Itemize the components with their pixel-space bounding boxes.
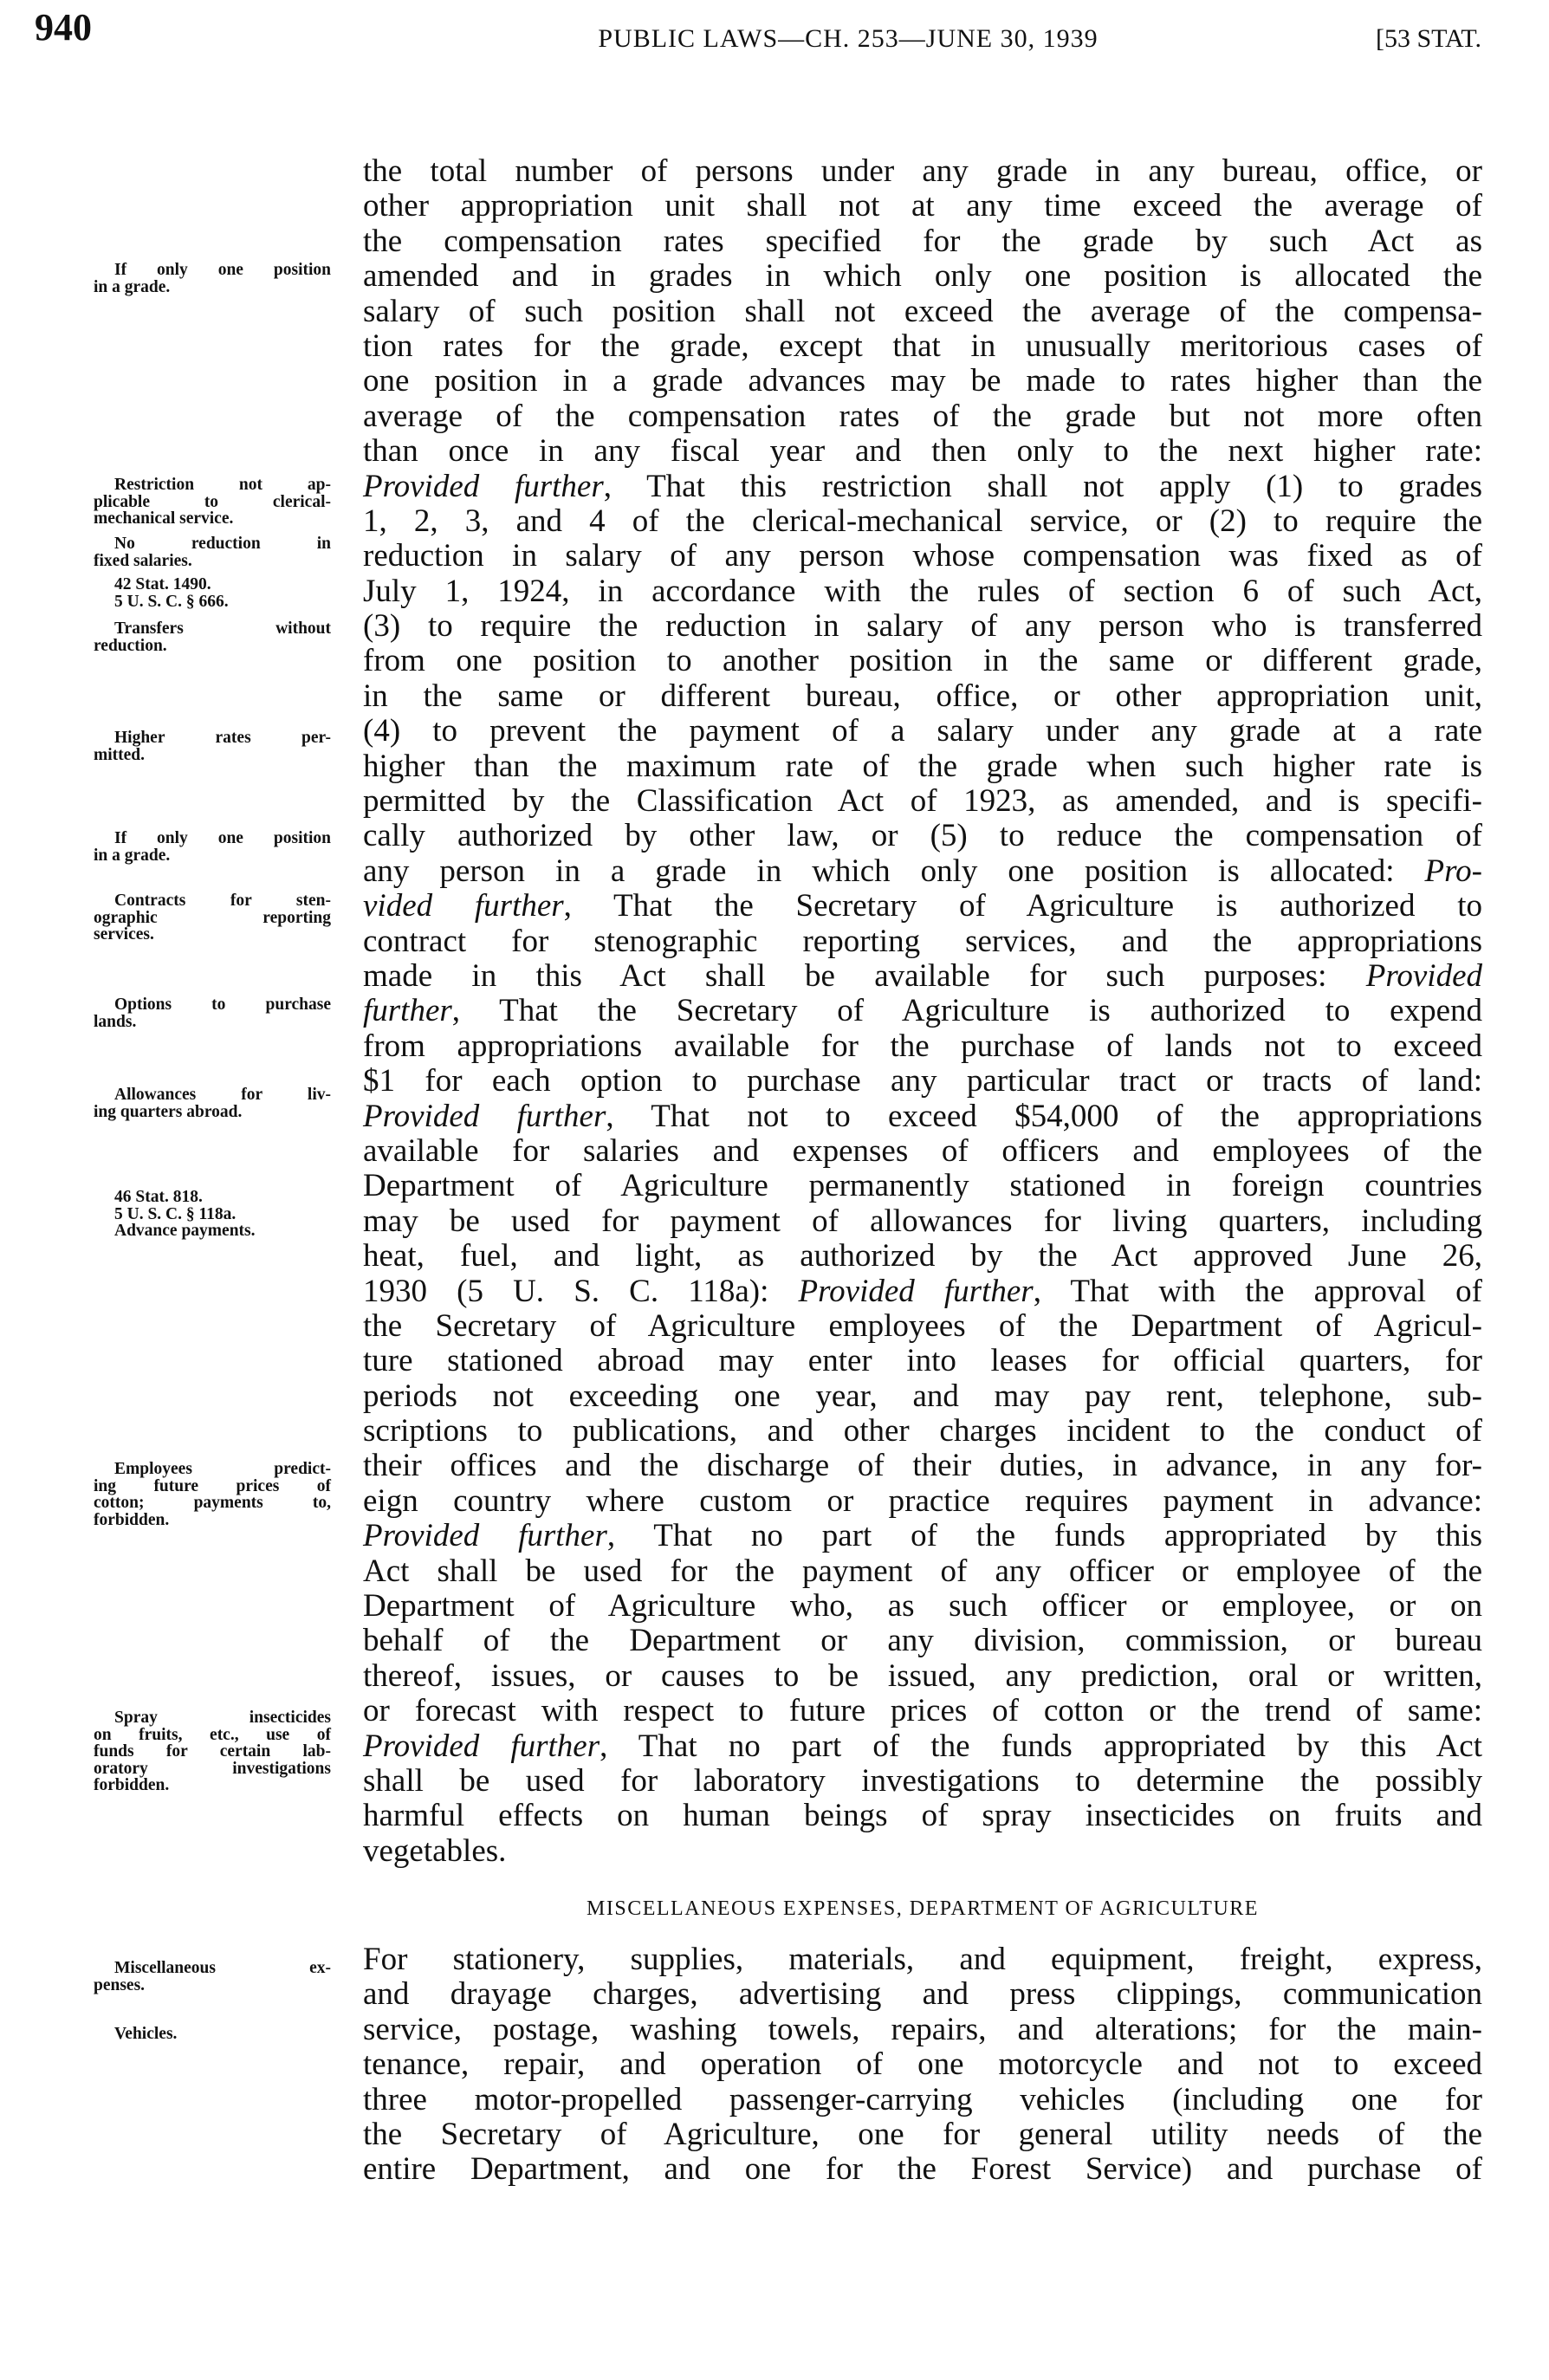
margin-note-line: Higher rates per- xyxy=(114,729,331,747)
margin-note-line: Allowances for liv- xyxy=(114,1086,331,1104)
margin-note-line: in a grade. xyxy=(94,846,171,865)
text-line xyxy=(363,364,1482,399)
text-line xyxy=(363,295,1482,329)
text-line xyxy=(363,504,1482,539)
text-segment: service, postage, washing towels, repairs, and alterations; for the main- xyxy=(363,2011,1482,2047)
text-segment: or forecast with respect to future prices of cotton or the trend of same: xyxy=(363,1693,1482,1729)
text-segment: the total number of persons under any grade in any bureau, office, or xyxy=(363,153,1482,189)
margin-note-line: mechanical service. xyxy=(94,509,234,528)
text-line xyxy=(363,259,1482,294)
text-line xyxy=(363,959,1482,994)
margin-note xyxy=(94,262,331,295)
text-line xyxy=(363,1977,1482,2012)
text-line xyxy=(363,2117,1482,2152)
margin-note-line: reduction. xyxy=(94,636,167,655)
margin-note-line: Contracts for sten- xyxy=(114,892,331,910)
text-line xyxy=(363,1659,1482,1694)
text-line xyxy=(363,1344,1482,1378)
margin-note-line: on fruits, etc., use of xyxy=(94,1725,331,1744)
margin-note-line: 5 U. S. C. § 118a. xyxy=(114,1204,237,1223)
text-segment: 1930 (5 U. S. C. 118a): xyxy=(363,1273,799,1309)
italic-text: Provided further xyxy=(798,1273,1034,1309)
text-segment: from appropriations available for the purchase of lands not to exceed xyxy=(363,1028,1482,1064)
text-line xyxy=(363,2152,1482,2187)
margin-note-line: plicable to clerical- xyxy=(94,492,331,511)
text-line xyxy=(363,574,1482,609)
text-line xyxy=(363,470,1482,504)
text-line xyxy=(363,994,1482,1028)
margin-note xyxy=(94,2026,331,2043)
margin-note xyxy=(94,892,331,944)
text-line xyxy=(363,399,1482,434)
text-segment: For stationery, supplies, materials, and equipment, freight, express, xyxy=(363,1942,1482,1977)
text-segment: permitted by the Classification Act of 1923, as amended, and is specifi- xyxy=(363,783,1482,820)
text-segment: $1 for each option to purchase any particular tract or tracts of land: xyxy=(363,1063,1482,1099)
margin-note xyxy=(94,996,331,1030)
margin-note-line: Spray insecticides xyxy=(114,1709,331,1727)
text-segment: higher than the maximum rate of the grade when such higher rate is xyxy=(363,748,1482,784)
text-line xyxy=(363,2013,1482,2047)
text-segment: available for salaries and expenses of officers and employees of the xyxy=(363,1132,1482,1169)
margin-note-line: 42 Stat. 1490. xyxy=(114,575,211,593)
italic-text: Provided xyxy=(1365,957,1482,994)
text-segment: the compensation rates specified for the grade by such Act as xyxy=(363,223,1482,259)
text-line xyxy=(363,819,1482,853)
text-line xyxy=(363,1729,1482,1764)
text-segment: , That the Secretary of Agriculture is authorized to xyxy=(563,888,1482,924)
text-line xyxy=(363,1204,1482,1239)
text-line xyxy=(363,1834,1482,1869)
text-line xyxy=(363,679,1482,714)
text-line xyxy=(363,784,1482,819)
text-segment: (4) to prevent the payment of a salary under any grade at a rate xyxy=(363,713,1482,749)
text-segment: from one position to another position in the same or different grade, xyxy=(363,643,1482,679)
margin-note xyxy=(94,535,331,569)
text-segment: average of the compensation rates of the grade but not more often xyxy=(363,398,1482,434)
margin-note-line: mitted. xyxy=(94,745,146,764)
margin-note xyxy=(94,1960,331,1994)
margin-note-line: ing future prices of xyxy=(94,1476,331,1495)
text-segment: one position in a grade advances may be made to rates higher than the xyxy=(363,363,1482,399)
text-line xyxy=(363,854,1482,889)
margin-note-line: If only one position xyxy=(114,261,331,279)
text-segment: , That this restriction shall not apply (1) to grades xyxy=(603,468,1483,504)
margin-note-line: ographic reporting xyxy=(94,908,331,927)
text-line xyxy=(363,1274,1482,1309)
text-segment: made in this Act shall be available for such purposes: xyxy=(363,957,1366,994)
text-segment: behalf of the Department or any division, commission, or bureau xyxy=(363,1623,1482,1659)
text-line xyxy=(363,154,1482,189)
margin-note-line: 46 Stat. 818. xyxy=(114,1188,203,1206)
text-line xyxy=(363,1134,1482,1169)
text-segment: entire Department, and one for the Forest Service) and purchase of xyxy=(363,2151,1482,2188)
text-line xyxy=(363,434,1482,469)
text-segment: may be used for payment of allowances for living quarters, including xyxy=(363,1203,1482,1239)
text-line xyxy=(363,1694,1482,1728)
margin-note-line: Employees predict- xyxy=(114,1460,331,1478)
text-line xyxy=(363,924,1482,959)
text-segment: salary of such position shall not exceed the average of the compensa- xyxy=(363,293,1482,329)
text-line xyxy=(363,1169,1482,1203)
text-segment: any person in a grade in which only one position is allocated: xyxy=(363,853,1425,889)
text-line xyxy=(363,1029,1482,1064)
italic-text: Provided further xyxy=(363,1728,600,1764)
text-segment: , That the Secretary of Agriculture is authorized to expend xyxy=(451,993,1482,1029)
margin-note-line: fixed salaries. xyxy=(94,551,192,570)
text-line xyxy=(363,2047,1482,2082)
text-line xyxy=(363,189,1482,224)
text-segment: their offices and the discharge of their duties, in advance, in any for- xyxy=(363,1448,1482,1484)
body-paragraph-2 xyxy=(363,1942,1482,2188)
margin-note-line: Options to purchase xyxy=(114,995,331,1014)
text-segment: the Secretary of Agriculture, one for general utility needs of the xyxy=(363,2116,1482,2152)
text-line xyxy=(363,1764,1482,1799)
text-segment: 1, 2, 3, and 4 of the clerical-mechanical service, or (2) to require the xyxy=(363,503,1482,539)
margin-note xyxy=(94,620,331,654)
page-number: 940 xyxy=(35,6,92,49)
section-heading: MISCELLANEOUS EXPENSES, DEPARTMENT OF AGRICULTURE xyxy=(587,1897,1259,1920)
running-title: PUBLIC LAWS—CH. 253—JUNE 30, 1939 xyxy=(598,24,1099,53)
text-line xyxy=(363,1309,1482,1344)
text-segment: in the same or different bureau, office, or other appropriation unit, xyxy=(363,678,1482,714)
margin-note xyxy=(94,1461,331,1528)
text-line xyxy=(363,889,1482,924)
text-line xyxy=(363,644,1482,678)
text-segment: , That no part of the funds appropriated by this xyxy=(606,1518,1482,1554)
statute-reference: [53 STAT. xyxy=(1375,24,1481,53)
text-segment: Act shall be used for the payment of any officer or employee of the xyxy=(363,1553,1482,1589)
text-segment: contract for stenographic reporting services, and the appropriations xyxy=(363,923,1482,959)
text-segment: heat, fuel, and light, as authorized by the Act approved June 26, xyxy=(363,1238,1482,1274)
text-line xyxy=(363,1624,1482,1658)
text-segment: Department of Agriculture who, as such officer or employee, or on xyxy=(363,1588,1482,1624)
text-segment: other appropriation unit shall not at any time exceed the average of xyxy=(363,188,1482,224)
margin-note-line: services. xyxy=(94,925,154,944)
text-line xyxy=(363,539,1482,574)
text-segment: three motor-propelled passenger-carrying vehicles (including one for xyxy=(363,2081,1482,2117)
text-segment: eign country where custom or practice requires payment in advance: xyxy=(363,1482,1482,1519)
text-line xyxy=(363,224,1482,259)
text-line xyxy=(363,329,1482,364)
text-segment: Department of Agriculture permanently stationed in foreign countries xyxy=(363,1168,1482,1204)
text-line xyxy=(363,1414,1482,1449)
text-segment: reduction in salary of any person whose compensation was fixed as of xyxy=(363,538,1482,574)
margin-note-line: forbidden. xyxy=(94,1776,170,1794)
margin-note-line: Miscellaneous ex- xyxy=(114,1959,331,1977)
text-line xyxy=(363,714,1482,749)
margin-note-line: Restriction not ap- xyxy=(114,476,331,494)
text-segment: scriptions to publications, and other charges incident to the conduct of xyxy=(363,1413,1482,1449)
text-segment: , That not to exceed $54,000 of the appropriations xyxy=(606,1098,1483,1134)
text-line xyxy=(363,1554,1482,1589)
margin-note-line: Advance payments. xyxy=(114,1222,256,1240)
margin-note xyxy=(94,1086,331,1120)
text-line xyxy=(363,1099,1482,1134)
margin-note-line: Vehicles. xyxy=(114,2025,178,2043)
italic-text: further xyxy=(363,993,452,1029)
text-segment: (3) to require the reduction in salary of any person who is transferred xyxy=(363,608,1482,645)
body-paragraph-1 xyxy=(363,154,1482,1869)
text-line xyxy=(363,1239,1482,1274)
margin-note-line: penses. xyxy=(94,1975,146,1994)
text-segment: than once in any fiscal year and then only to the next higher rate: xyxy=(363,433,1482,470)
text-segment: ture stationed abroad may enter into leases for official quarters, for xyxy=(363,1343,1482,1379)
text-segment: harmful effects on human beings of spray insecticides on fruits and xyxy=(363,1798,1482,1834)
text-line xyxy=(363,1942,1482,1977)
text-segment: and drayage charges, advertising and press clippings, communication xyxy=(363,1976,1482,2013)
text-line xyxy=(363,2083,1482,2117)
text-line xyxy=(363,1519,1482,1553)
text-line xyxy=(363,1799,1482,1833)
margin-note xyxy=(94,477,331,528)
margin-note-line: No reduction in xyxy=(114,535,331,553)
text-segment: vegetables. xyxy=(363,1832,507,1869)
text-line xyxy=(363,1379,1482,1414)
margin-note-line: in a grade. xyxy=(94,277,171,296)
text-segment: , That no part of the funds appropriated by this Act xyxy=(600,1728,1482,1764)
italic-text: Provided further xyxy=(363,1518,607,1554)
text-segment: July 1, 1924, in accordance with the rules of section 6 of such Act, xyxy=(363,573,1482,609)
text-segment: amended and in grades in which only one position is allocated the xyxy=(363,258,1482,295)
margin-note xyxy=(94,730,331,763)
text-segment: shall be used for laboratory investigations to determine the possibly xyxy=(363,1762,1482,1799)
text-line xyxy=(363,749,1482,784)
margin-note xyxy=(94,1189,331,1240)
italic-text: vided further xyxy=(363,888,564,924)
margin-note xyxy=(94,830,331,864)
text-segment: thereof, issues, or causes to be issued, any prediction, oral or written, xyxy=(363,1657,1482,1694)
margin-note-line: 5 U. S. C. § 666. xyxy=(114,592,229,611)
margin-note xyxy=(94,1709,331,1794)
text-segment: tion rates for the grade, except that in unusually meritorious cases of xyxy=(363,327,1482,364)
margin-note-line: oratory investigations xyxy=(94,1759,331,1778)
margin-note-line: funds for certain lab- xyxy=(94,1742,331,1761)
margin-note-line: cotton; payments to, xyxy=(94,1494,331,1512)
text-segment: cally authorized by other law, or (5) to reduce the compensation of xyxy=(363,818,1482,854)
text-segment: tenance, repair, and operation of one motorcycle and not to exceed xyxy=(363,2046,1482,2083)
margin-note-line: ing quarters abroad. xyxy=(94,1102,243,1121)
text-segment: , That with the approval of xyxy=(1033,1273,1482,1309)
margin-note xyxy=(94,576,331,610)
text-segment: periods not exceeding one year, and may pay rent, telephone, sub- xyxy=(363,1378,1482,1414)
text-line xyxy=(363,1589,1482,1624)
text-line xyxy=(363,1449,1482,1483)
text-line xyxy=(363,1064,1482,1099)
text-line xyxy=(363,1484,1482,1519)
margin-note-line: Transfers without xyxy=(114,619,331,638)
margin-note-line: forbidden. xyxy=(94,1510,170,1529)
text-line xyxy=(363,609,1482,644)
margin-note-line: lands. xyxy=(94,1012,137,1031)
text-segment: the Secretary of Agriculture employees of the Department of Agricul- xyxy=(363,1307,1482,1344)
margin-note-line: If only one position xyxy=(114,829,331,847)
italic-text: Pro- xyxy=(1424,853,1482,889)
italic-text: Provided further xyxy=(363,1098,606,1134)
italic-text: Provided further xyxy=(363,468,604,504)
